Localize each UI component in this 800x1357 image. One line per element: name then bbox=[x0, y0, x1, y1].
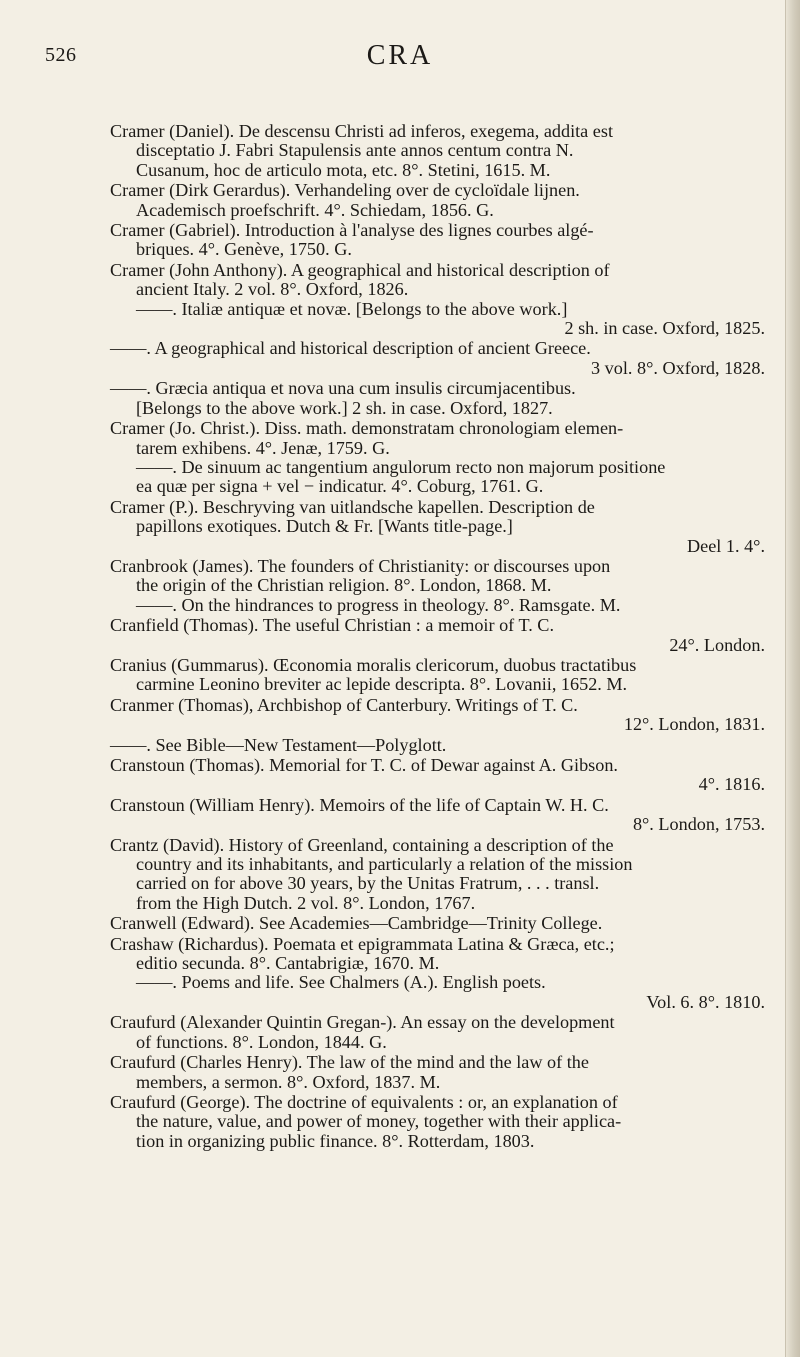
entry-line: disceptatio J. Fabri Stapulensis ante annos centum contra N. bbox=[136, 140, 574, 161]
running-head: CRA bbox=[366, 40, 434, 71]
entry-line: the origin of the Christian religion. 8°. London, 1868. M. bbox=[136, 575, 552, 596]
page-number: 526 bbox=[45, 44, 77, 66]
entry-line: tion in organizing public finance. 8°. Rotterdam, 1803. bbox=[136, 1130, 535, 1151]
entry-line: Cramer (Jo. Christ.). Diss. math. demonstratam chronologiam elemen- bbox=[110, 418, 624, 439]
entry-imprint: Deel 1. 4°. bbox=[687, 535, 765, 556]
catalogue-entry bbox=[110, 122, 765, 180]
catalogue-entry bbox=[110, 756, 765, 795]
entry-line: briques. 4°. Genève, 1750. G. bbox=[136, 239, 352, 260]
entry-imprint: 8°. London, 1753. bbox=[632, 814, 765, 835]
entry-imprint: 4°. 1816. bbox=[698, 774, 765, 795]
entry-line: Cranstoun (Thomas). Memorial for T. C. of Dewar against A. Gibson. bbox=[110, 755, 618, 775]
entry-line: ——. Græcia antiqua et nova una cum insulis circumjacentibus. bbox=[110, 378, 576, 399]
entry-line: Cramer (P.). Beschryving van uitlandsche kapellen. Description de bbox=[110, 496, 595, 517]
catalogue-entry bbox=[110, 261, 765, 339]
entry-imprint: 24°. London. bbox=[669, 634, 765, 655]
catalogue-entry bbox=[110, 616, 765, 655]
entry-line: Cusanum, hoc de articulo mota, etc. 8°. Stetini, 1615. M. bbox=[136, 159, 551, 180]
catalogue-entry bbox=[110, 339, 765, 378]
catalogue-entry bbox=[110, 498, 765, 556]
entry-line: ——. A geographical and historical description of ancient Greece. bbox=[110, 338, 591, 359]
entry-line: ——. Poems and life. See Chalmers (A.). English poets. bbox=[136, 972, 546, 993]
entry-line: Cramer (Gabriel). Introduction à l'analyse des lignes courbes algé- bbox=[110, 220, 594, 241]
entry-line: carried on for above 30 years, by the Unitas Fratrum, . . . transl. bbox=[136, 873, 600, 894]
entry-line: of functions. 8°. London, 1844. G. bbox=[136, 1031, 387, 1052]
catalogue-entry bbox=[110, 557, 765, 615]
entry-line: Cranius (Gummarus). Œconomia moralis clericorum, duobus tractatibus bbox=[110, 654, 637, 675]
entry-imprint: 3 vol. 8°. Oxford, 1828. bbox=[591, 357, 765, 378]
catalogue-entries bbox=[110, 122, 765, 1151]
entry-line: Cranbrook (James). The founders of Christianity: or discourses upon bbox=[110, 555, 611, 576]
catalogue-entry bbox=[110, 1013, 765, 1052]
catalogue-entry bbox=[110, 419, 765, 497]
entry-line: Cramer (Daniel). De descensu Christi ad inferos, exegema, addita est bbox=[110, 121, 614, 141]
entry-line: carmine Leonino breviter ac lepide descripta. 8°. Lovanii, 1652. M. bbox=[136, 674, 628, 695]
entry-line: Crantz (David). History of Greenland, containing a description of the bbox=[110, 834, 614, 855]
entry-imprint: 12°. London, 1831. bbox=[623, 714, 765, 735]
entry-line: ——. See Bible—New Testament—Polyglott. bbox=[110, 734, 447, 755]
entry-line: ——. On the hindrances to progress in theology. 8°. Ramsgate. M. bbox=[136, 594, 621, 615]
catalogue-entry bbox=[110, 379, 765, 418]
catalogue-entry bbox=[110, 221, 765, 260]
entry-imprint: 2 sh. in case. Oxford, 1825. bbox=[564, 318, 765, 339]
entry-line: ea quæ per signa + vel − indicatur. 4°. Coburg, 1761. G. bbox=[136, 476, 544, 497]
entry-line: Craufurd (George). The doctrine of equivalents : or, an explanation of bbox=[110, 1091, 618, 1112]
entry-line: country and its inhabitants, and particularly a relation of the mission bbox=[136, 854, 633, 875]
entry-line: [Belongs to the above work.] 2 sh. in case. Oxford, 1827. bbox=[136, 397, 553, 418]
page-edge bbox=[785, 0, 800, 1357]
catalogue-entry bbox=[110, 914, 765, 933]
entry-line: members, a sermon. 8°. Oxford, 1837. M. bbox=[136, 1071, 441, 1092]
entry-line: tarem exhibens. 4°. Jenæ, 1759. G. bbox=[136, 437, 390, 458]
entry-line: ——. Italiæ antiquæ et novæ. [Belongs to the above work.] bbox=[136, 298, 568, 319]
catalogue-entry bbox=[110, 796, 765, 835]
entry-line: the nature, value, and power of money, together with their applica- bbox=[136, 1111, 622, 1132]
entry-line: Cramer (John Anthony). A geographical and historical description of bbox=[110, 259, 610, 280]
catalogue-entry bbox=[110, 696, 765, 735]
catalogue-entry bbox=[110, 181, 765, 220]
entry-line: Cranstoun (William Henry). Memoirs of the life of Captain W. H. C. bbox=[110, 794, 609, 815]
entry-line: from the High Dutch. 2 vol. 8°. London, 1767. bbox=[136, 892, 476, 913]
entry-line: Craufurd (Charles Henry). The law of the mind and the law of the bbox=[110, 1052, 589, 1073]
entry-line: Cranmer (Thomas), Archbishop of Canterbury. Writings of T. C. bbox=[110, 694, 578, 715]
catalogue-entry bbox=[110, 1093, 765, 1151]
catalogue-entry bbox=[110, 935, 765, 1013]
entry-line: Cranwell (Edward). See Academies—Cambridge—Trinity College. bbox=[110, 913, 603, 934]
entry-line: ancient Italy. 2 vol. 8°. Oxford, 1826. bbox=[136, 279, 409, 300]
catalogue-entry bbox=[110, 736, 765, 755]
entry-line: Crashaw (Richardus). Poemata et epigrammata Latina & Græca, etc.; bbox=[110, 933, 615, 954]
entry-line: papillons exotiques. Dutch & Fr. [Wants title-page.] bbox=[136, 516, 513, 537]
entry-line: ——. De sinuum ac tangentium angulorum recto non majorum positione bbox=[136, 456, 666, 477]
entry-line: editio secunda. 8°. Cantabrigiæ, 1670. M. bbox=[136, 953, 440, 974]
entry-line: Cranfield (Thomas). The useful Christian : a memoir of T. C. bbox=[110, 615, 554, 636]
entry-line: Academisch proefschrift. 4°. Schiedam, 1856. G. bbox=[136, 199, 494, 220]
entry-line: Cramer (Dirk Gerardus). Verhandeling over de cycloïdale lijnen. bbox=[110, 180, 580, 201]
catalogue-entry bbox=[110, 836, 765, 914]
entry-imprint: Vol. 6. 8°. 1810. bbox=[646, 991, 765, 1012]
catalogue-entry bbox=[110, 656, 765, 695]
catalogue-entry bbox=[110, 1053, 765, 1092]
entry-line: Craufurd (Alexander Quintin Gregan-). An essay on the development bbox=[110, 1012, 615, 1033]
